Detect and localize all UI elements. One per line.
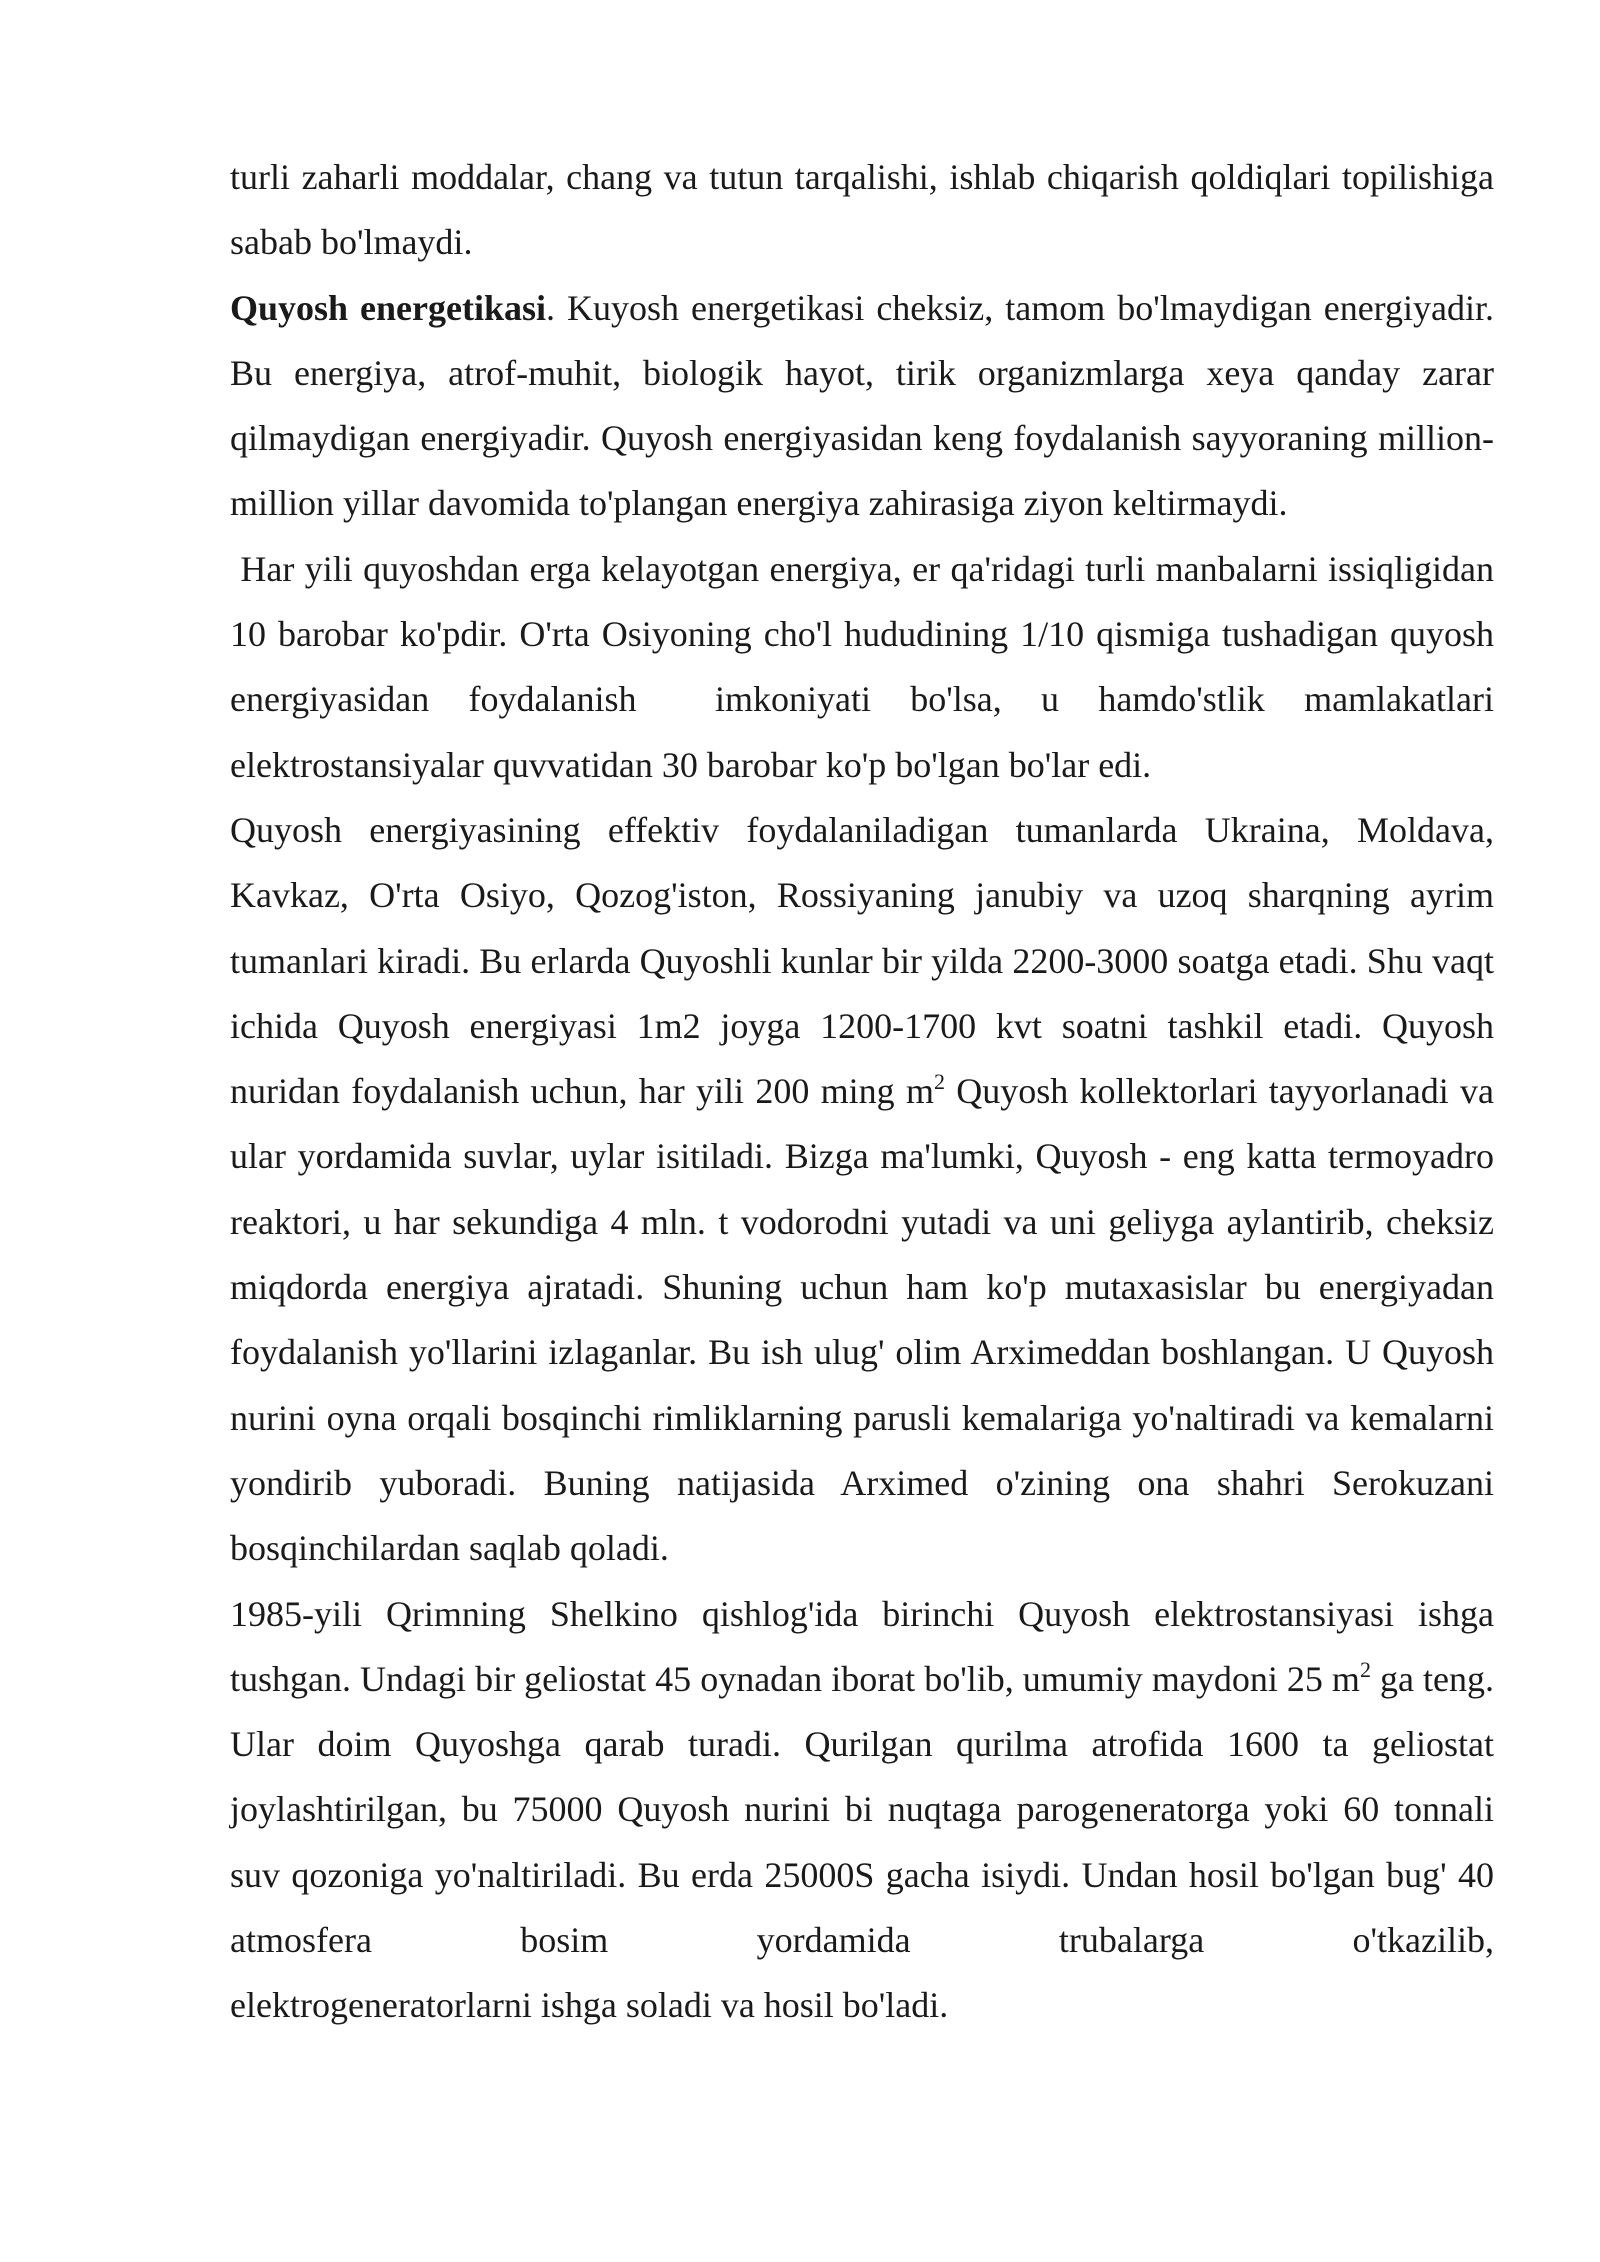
paragraph-5-end <box>230 1973 1494 2038</box>
paragraph-3-text: Har yili quyoshdan erga kelayotgan energiya, er qa'ridagi turli manbalarni issiqligidan 10 barobar ko'pdir. O'rta Osiyoning cho'l hududining 1/10 qismiga tushadigan quyosh energiyasidan foydalanish imkoniyati bo'lsa, u hamdo'stlik mamlakatlari elektrostansiyalar quvvatidan 30 barobar ko'p bo'lgan bo'lar edi. <box>230 548 1504 785</box>
paragraph-1-text: turli zaharli moddalar, chang va tutun tarqalishi, ishlab chiqarish qoldiqlari topilishiga sabab bo'lmaydi. <box>230 157 1494 263</box>
section-heading: Quyosh energetikasi <box>230 287 547 328</box>
paragraph-4 <box>230 798 1494 1582</box>
paragraph-4-text-before: Quyosh energiyasining effektiv foydalaniladigan tumanlarda Ukraina, Moldava, Kavkaz, O'rta Osiyo, Qozog'iston, Rossiyaning janubiy va uzoq sharqning ayrim tumanlari kiradi. Bu erlarda Quyoshli kunlar bir yilda 2200-3000 soatga etadi. Shu vaqt ichida Quyosh energiyasi 1m2 joyga 1200-1700 kvt soatni tashkil etadi. Quyosh nuridan foydalanish uchun, har yili 200 ming m <box>230 809 1494 1112</box>
paragraph-5-text-end: elektrogeneratorlarni ishga soladi va hosil bo'ladi. <box>230 1985 949 2026</box>
paragraph-3 <box>230 537 1504 798</box>
paragraph-1 <box>230 145 1494 276</box>
paragraph-2 <box>230 276 1494 537</box>
paragraph-4-text-after: Quyosh kollektorlari tayyorlanadi va ular yordamida suvlar, uylar isitiladi. Bizga ma'lumki, Quyosh - eng katta termoyadro reaktori, u har sekundiga 4 mln. t vodorodni yutadi va uni geliyga aylantirib, cheksiz miqdorda energiya ajratadi. Shuning uchun ham ko'p mutaxasislar bu energiyadan foydalanish yo'llarini izlaganlar. Bu ish ulug' olim Arximeddan boshlangan. U Quyosh nurini oyna orqali bosqinchi rimliklarning parusli kemalariga yo'naltiradi va kemalarni yondirib yuboradi. Buning natijasida Arximed o'zining ona shahri Serokuzani bosqinchilardan saqlab qoladi. <box>230 1071 1494 1569</box>
paragraph-5 <box>230 1582 1494 1974</box>
superscript-2: 2 <box>1359 1656 1371 1682</box>
paragraph-5-text-after: ga teng. Ular doim Quyoshga qarab turadi. Qurilgan qurilma atrofida 1600 ta geliostat joylashtirilgan, bu 75000 Quyosh nurini bi nuqtaga parogeneratorga yoki 60 tonnali suv qozoniga yo'naltiriladi. Bu erda 25000S gacha isiydi. Undan hosil bo'lgan bug' 40 atmosfera bosim yordamida trubalarga o'tkazilib, <box>230 1658 1495 1961</box>
paragraph-2-text: . Kuyosh energetikasi cheksiz, tamom bo'lmaydigan energiyadir. Bu energiya, atrof-muhit, biologik hayot, tirik organizmlarga xeya qanday zarar qilmaydigan energiyadir. Quyosh energiyasidan keng foydalanish sayyoraning million-million yillar davomida to'plangan energiya zahirasiga ziyon keltirmaydi. <box>230 287 1495 524</box>
document-page <box>230 145 1504 2039</box>
paragraph-5-text-before: 1985-yili Qrimning Shelkino qishlog'ida birinchi Quyosh elektrostansiyasi ishga tushgan. Undagi bir geliostat 45 oynadan iborat bo'lib, umumiy maydoni 25 m <box>230 1593 1494 1699</box>
superscript-2: 2 <box>933 1069 945 1095</box>
